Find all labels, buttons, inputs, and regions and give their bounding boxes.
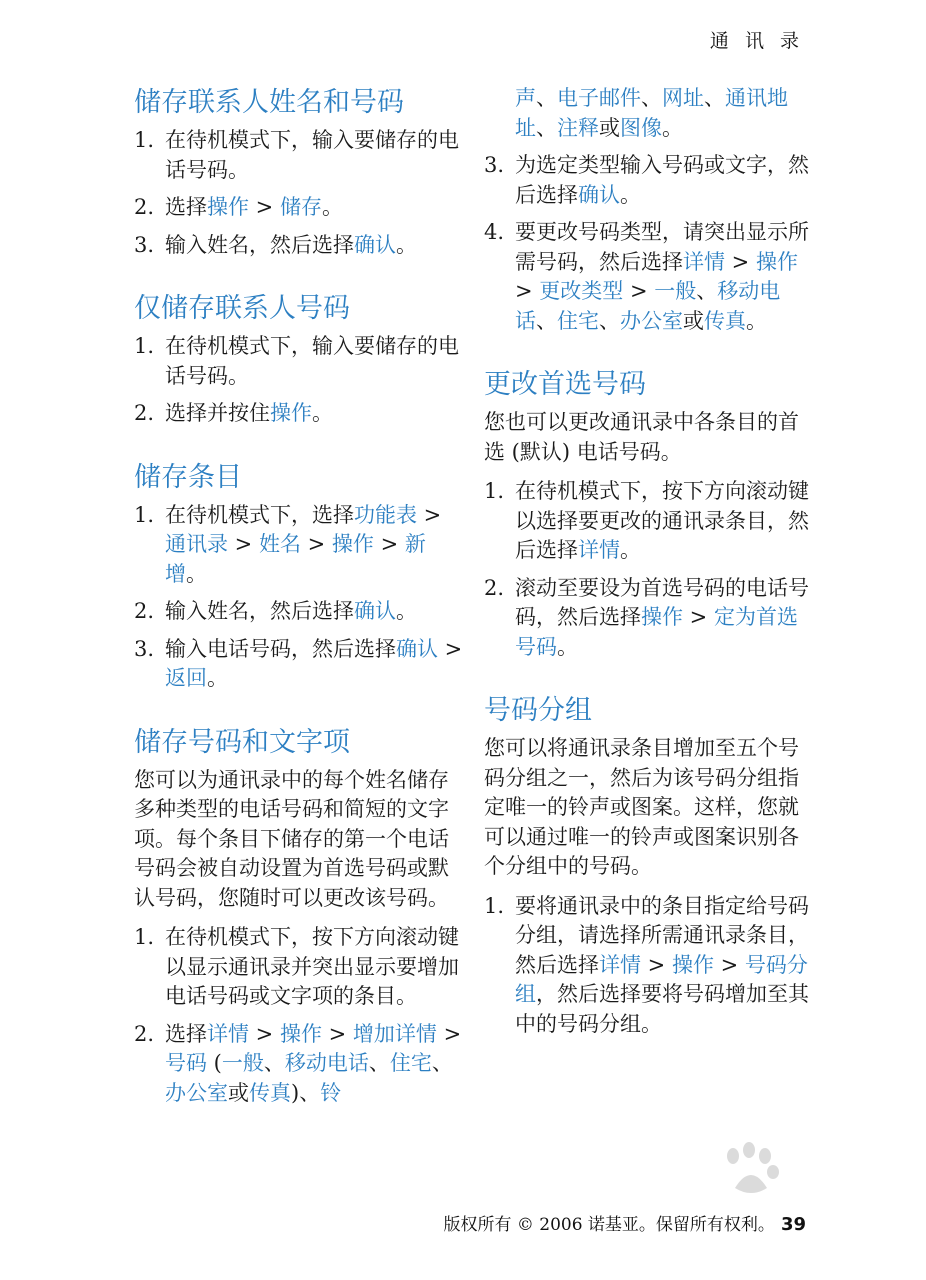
instruction-text: 或 — [599, 115, 620, 140]
instruction-text: > — [417, 502, 442, 527]
instruction-text: ( — [207, 1051, 222, 1075]
menu-path-link: 移动电话 — [284, 1051, 369, 1075]
menu-path-link: 操作 — [279, 1021, 322, 1046]
step-item — [134, 126, 466, 185]
step-item — [134, 332, 466, 391]
instruction-text: 选择 — [165, 1021, 207, 1046]
section — [134, 459, 466, 694]
instruction-text: 。 — [746, 308, 767, 333]
instruction-text: 要更改号码类型，请突出显示所需号码，然后选择 — [515, 220, 809, 274]
instruction-text: > — [321, 1021, 353, 1046]
step-text — [165, 597, 466, 627]
menu-path-link: 操作 — [641, 605, 683, 629]
menu-path-link: 操作 — [270, 401, 312, 425]
instruction-text: > — [436, 1021, 462, 1046]
instruction-text: 要将通讯录中的条目指定给号码分组，请选择所需通讯录条目，然后选择 — [515, 893, 809, 977]
instruction-text: > — [249, 1021, 280, 1046]
right-column — [484, 84, 816, 1069]
instruction-text: > — [249, 195, 280, 219]
step-item — [134, 399, 466, 429]
menu-path-link: 确认 — [354, 232, 396, 257]
section — [134, 84, 466, 260]
instruction-text: )、 — [291, 1080, 321, 1105]
step-number: 2. — [484, 575, 505, 600]
instruction-text: 。 — [396, 232, 417, 257]
step-text — [165, 399, 466, 429]
menu-path-link: 储存 — [279, 195, 322, 219]
section — [484, 692, 816, 1039]
instruction-text: 在待机模式下，选择 — [165, 502, 354, 527]
instruction-text: > — [641, 952, 672, 977]
menu-path-link: 确认 — [354, 599, 396, 623]
step-text — [165, 231, 466, 261]
step-item — [134, 923, 466, 1012]
instruction-text: 。 — [186, 561, 207, 586]
menu-path-link: 注释 — [557, 115, 599, 140]
step-number: 2. — [134, 599, 155, 623]
instruction-text: > — [623, 279, 655, 303]
step-text — [165, 501, 466, 590]
step-text — [515, 892, 816, 1040]
instruction-text: 在待机模式下，输入要储存的电话号码。 — [165, 128, 459, 182]
step-text — [515, 477, 816, 566]
menu-path-link: 新增 — [165, 532, 426, 586]
menu-path-link: 更改类型 — [539, 279, 624, 303]
step-item — [134, 597, 466, 627]
step-text — [515, 151, 816, 210]
instruction-text: 输入姓名，然后选择 — [165, 599, 354, 623]
menu-path-link: 增加详情 — [352, 1021, 437, 1046]
baidu-watermark-logo — [655, 1138, 870, 1208]
instruction-text: 。 — [321, 195, 343, 219]
step-number: 4. — [484, 220, 505, 244]
instruction-text: 、 — [536, 308, 557, 333]
menu-path-link: 详情 — [683, 249, 725, 274]
menu-path-link: 通讯录 — [165, 532, 228, 556]
menu-path-link: 操作 — [331, 532, 374, 556]
menu-path-link: 详情 — [599, 952, 641, 977]
menu-path-link: 确认 — [396, 636, 438, 661]
step-number: 1. — [134, 128, 155, 152]
step-text — [165, 923, 466, 1012]
menu-path-link: 详情 — [207, 1021, 249, 1046]
instruction-text: 、 — [536, 86, 557, 110]
menu-path-link: 通讯地址 — [515, 86, 788, 140]
menu-path-link: 操作 — [671, 952, 714, 977]
instruction-text: ，然后选择要将号码增加至其中的号码分组。 — [515, 982, 809, 1036]
body-paragraph: 您可以将通讯录条目增加至五个号码分组之一，然后为该号码分组指定唯一的铃声或图案。这样，您就可以通过唯一的铃声或图案识别各个分组中的号码。 — [484, 736, 799, 878]
instruction-text: 、 — [641, 86, 662, 110]
instruction-text: 、 — [704, 86, 725, 110]
instruction-text: > — [515, 279, 540, 303]
step-number: 1. — [134, 925, 155, 949]
menu-path-link: 住宅 — [389, 1051, 432, 1075]
instruction-text: 。 — [620, 182, 641, 207]
menu-path-link: 传真 — [704, 308, 746, 333]
instruction-text: 、 — [368, 1051, 390, 1075]
instruction-text: 选择并按住 — [165, 401, 270, 425]
step-number: 3. — [484, 153, 505, 177]
page-number: 39 — [780, 1214, 806, 1235]
instruction-text: 为选定类型输入号码或文字，然后选择 — [515, 153, 809, 207]
menu-path-link: 姓名 — [258, 532, 301, 556]
step-item — [134, 231, 466, 261]
instruction-text: 。 — [557, 634, 578, 659]
menu-path-link: 确认 — [578, 182, 620, 207]
section — [134, 290, 466, 429]
instruction-text: 在待机模式下，按下方向滚动键以选择要更改的通讯录条目，然后选择 — [515, 479, 809, 562]
body-paragraph: 您可以为通讯录中的每个姓名储存多种类型的电话号码和简短的文字项。每个条目下储存的第一个电话号码会被自动设置为首选号码或默认号码，您随时可以更改该号码。 — [134, 767, 449, 910]
section — [484, 151, 816, 336]
instruction-text: 在待机模式下，按下方向滚动键以显示通讯录并突出显示要增加电话号码或文字项的条目。 — [165, 925, 459, 1008]
menu-path-link: 号码 — [165, 1051, 207, 1075]
step-item — [484, 151, 816, 210]
step-number: 2. — [134, 195, 155, 219]
step-item — [134, 1020, 466, 1109]
instruction-text: > — [713, 952, 745, 977]
instruction-text: 、 — [599, 308, 620, 333]
instruction-text: 或 — [228, 1080, 249, 1105]
running-header: 通 讯 录 — [709, 30, 804, 52]
menu-path-link: 传真 — [249, 1080, 291, 1105]
instruction-text: 、 — [696, 279, 718, 303]
step-item — [484, 477, 816, 566]
instruction-text: 、 — [263, 1051, 285, 1075]
step-text — [165, 1020, 466, 1109]
menu-path-link: 图像 — [620, 115, 662, 140]
step-item — [134, 193, 466, 223]
step-item — [134, 501, 466, 590]
step-number: 1. — [134, 334, 155, 358]
section-heading: 储存号码和文字项 — [134, 726, 350, 758]
instruction-text: 。 — [207, 666, 228, 690]
instruction-text: 输入姓名，然后选择 — [165, 232, 354, 257]
step-text — [165, 332, 466, 391]
menu-path-link: 一般 — [221, 1051, 264, 1075]
step-text — [165, 193, 466, 223]
menu-path-link: 操作 — [755, 249, 798, 274]
body-paragraph: 您也可以更改通讯录中各条目的首选 (默认) 电话号码。 — [484, 410, 799, 464]
step-number: 1. — [484, 479, 505, 503]
step-number: 1. — [484, 893, 505, 918]
menu-path-link: 住宅 — [557, 308, 599, 333]
step-number: 1. — [134, 502, 155, 527]
step-number: 3. — [134, 636, 155, 661]
instruction-text: 。 — [312, 401, 333, 425]
step-item — [484, 892, 816, 1040]
menu-path-link: 操作 — [207, 195, 249, 219]
menu-path-link: 办公室 — [620, 308, 683, 333]
instruction-text: 、 — [431, 1051, 453, 1075]
step-number: 3. — [134, 232, 155, 257]
instruction-text: > — [373, 532, 405, 556]
step-text — [165, 126, 466, 185]
menu-path-link: 声 — [515, 86, 536, 110]
menu-path-link: 铃 — [320, 1080, 342, 1105]
instruction-text: 输入电话号码，然后选择 — [165, 636, 396, 661]
section-heading: 储存联系人姓名和号码 — [134, 87, 404, 118]
section-heading: 仅储存联系人号码 — [134, 293, 350, 324]
instruction-text: 。 — [662, 115, 683, 140]
menu-path-link: 定为首选号码 — [515, 605, 798, 659]
instruction-text: 选择 — [165, 195, 207, 219]
step-number: 2. — [134, 401, 155, 425]
menu-path-link: 功能表 — [354, 502, 417, 527]
instruction-text: > — [228, 532, 259, 556]
instruction-text: > — [300, 532, 332, 556]
instruction-text: > — [683, 605, 714, 629]
section-heading: 更改首选号码 — [484, 369, 646, 400]
left-column — [134, 84, 466, 1138]
menu-path-link: 返回 — [165, 666, 207, 690]
step-number: 2. — [134, 1021, 155, 1046]
instruction-text: > — [725, 249, 756, 274]
instruction-text: 。 — [396, 599, 417, 623]
instruction-text: 在待机模式下，输入要储存的电话号码。 — [165, 334, 459, 388]
step-item — [134, 635, 466, 694]
menu-path-link: 一般 — [654, 279, 697, 303]
menu-path-link: 号码分组 — [515, 952, 808, 1006]
step-text — [165, 635, 466, 694]
step-item — [484, 574, 816, 663]
instruction-text: 滚动至要设为首选号码的电话号码，然后选择 — [515, 575, 809, 629]
instruction-text: > — [438, 636, 463, 661]
menu-path-link: 电子邮件 — [557, 86, 641, 110]
section-heading: 号码分组 — [484, 695, 592, 726]
menu-path-link: 网址 — [662, 86, 704, 110]
step-continuation — [484, 84, 816, 143]
instruction-text: 或 — [683, 308, 704, 333]
instruction-text: 、 — [536, 115, 557, 140]
menu-path-link: 详情 — [578, 538, 620, 562]
section-heading: 储存条目 — [134, 461, 242, 493]
step-item — [484, 218, 816, 336]
menu-path-link: 办公室 — [165, 1080, 228, 1105]
footer — [443, 1210, 806, 1235]
section — [134, 724, 466, 1109]
section — [484, 366, 816, 662]
instruction-text: 。 — [620, 538, 641, 562]
copyright-text: 版权所有 © 2006 诺基亚。保留所有权利。 — [443, 1215, 775, 1235]
step-text — [515, 574, 816, 663]
step-text — [515, 218, 816, 336]
menu-path-link: 移动电话 — [515, 279, 781, 333]
